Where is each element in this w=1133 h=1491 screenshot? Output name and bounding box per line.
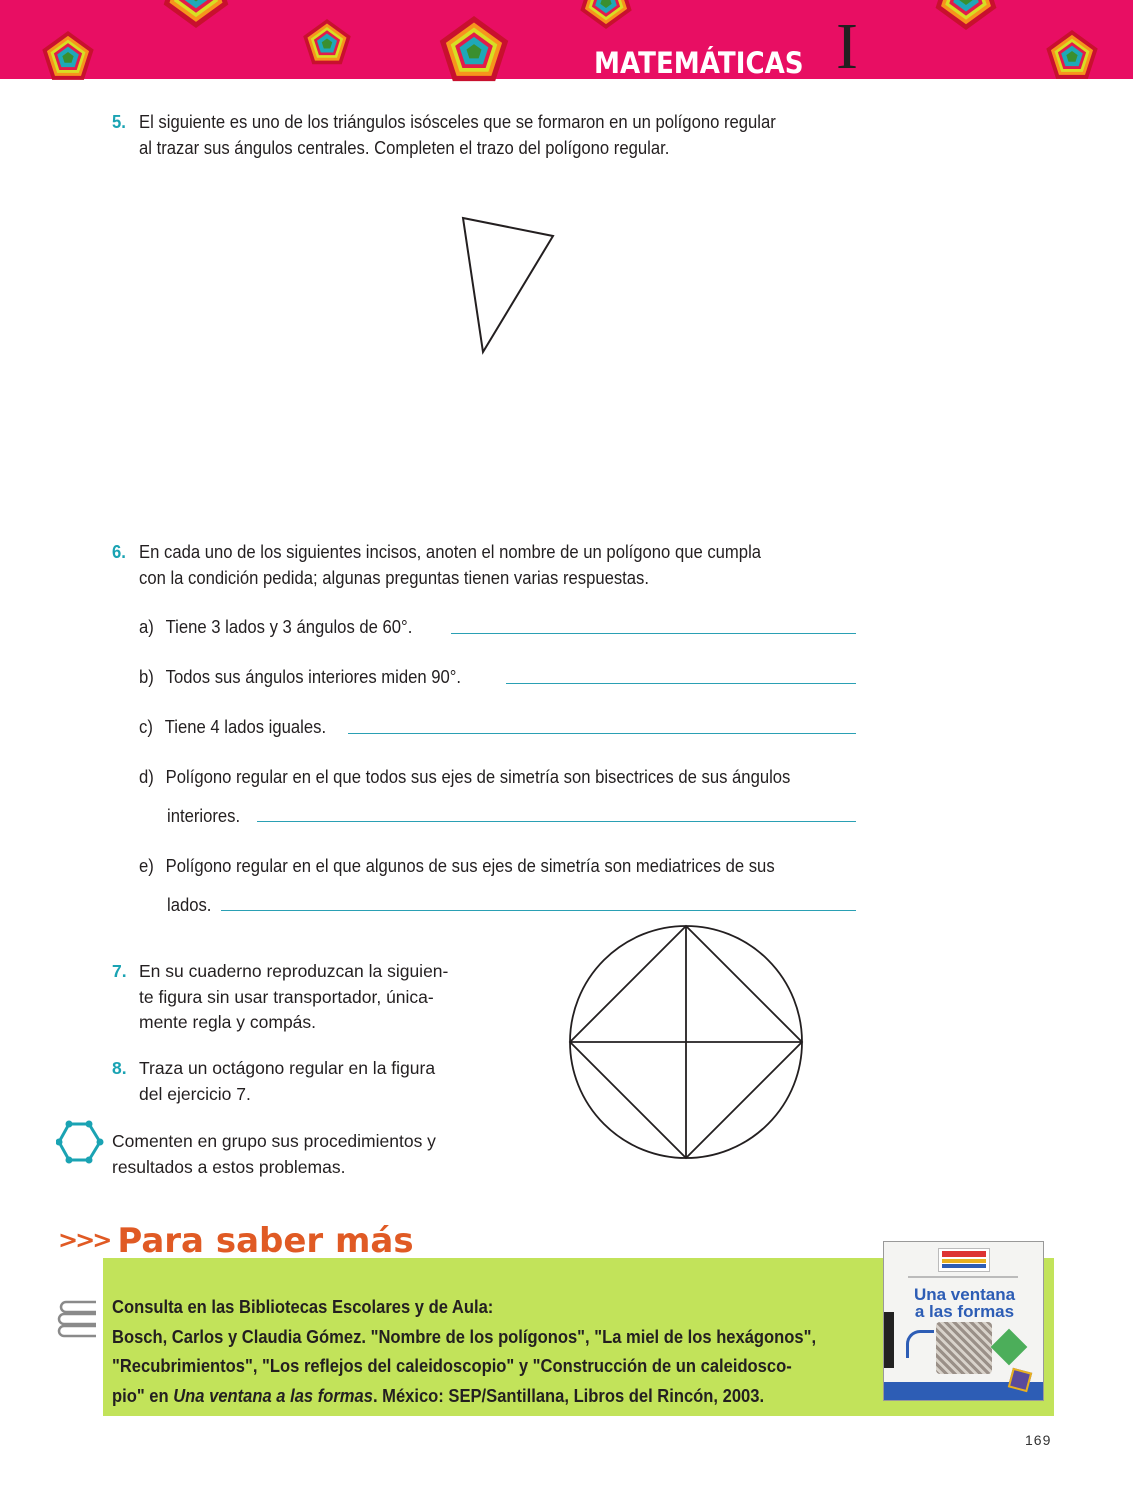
exercise-number: 5.: [112, 111, 126, 132]
page-number: 169: [1025, 1432, 1052, 1448]
group-note: [112, 1129, 436, 1180]
item-e: [139, 853, 775, 879]
author-line: [908, 1276, 1018, 1278]
hexagon-group-icon: [56, 1120, 104, 1164]
exercise-6-line-1: En cada uno de los siguientes incisos, anoten el nombre de un polígono que cumpla: [139, 541, 762, 562]
item-label: a): [139, 616, 154, 637]
answer-line-a[interactable]: [451, 633, 856, 634]
para-saber-mas-title: [58, 1221, 414, 1261]
exercise-number: 8.: [112, 1058, 127, 1078]
item-label: d): [139, 766, 154, 787]
book-title: Una ventana a las formas: [173, 1385, 373, 1406]
isosceles-triangle-figure: [455, 212, 560, 360]
item-text: Tiene 4 lados iguales.: [164, 716, 327, 737]
item-label: b): [139, 666, 154, 687]
exercise-7-line-3: mente regla y compás.: [139, 1012, 317, 1032]
reference-line-4: [112, 1382, 816, 1412]
exercise-number: 7.: [112, 961, 127, 981]
exercise-5-line-2: al trazar sus ángulos centrales. Completen el trazo del polígono regular.: [139, 137, 670, 158]
cover-title-line-1: Una ventana: [913, 1285, 1016, 1304]
exercise-6-line-2: con la condición pedida; algunas preguntas tienen varias respuestas.: [139, 567, 650, 588]
exercise-8-line-1: Traza un octágono regular en la figura: [139, 1058, 436, 1078]
item-text: Todos sus ángulos interiores miden 90°.: [165, 666, 462, 687]
header-title: MATEMÁTICAS: [594, 46, 804, 80]
group-note-line-2: resultados a estos problemas.: [112, 1156, 346, 1177]
exercise-number: 6.: [112, 541, 126, 562]
item-d: [139, 764, 790, 790]
page-header: [0, 0, 1133, 83]
reference-text: [112, 1293, 816, 1411]
book-cover-image: [883, 1241, 1044, 1401]
item-text: Tiene 3 lados y 3 ángulos de 60°.: [165, 616, 413, 637]
item-a: [139, 614, 412, 640]
reference-line-1: Consulta en las Bibliotecas Escolares y de Aula:: [112, 1297, 494, 1317]
exercise-5-line-1: El siguiente es uno de los triángulos isósceles que se formaron en un polígono regular: [139, 111, 776, 132]
item-d-continued: interiores.: [167, 805, 241, 826]
answer-line-c[interactable]: [348, 733, 856, 734]
exercise-8-line-2: del ejercicio 7.: [139, 1083, 251, 1104]
item-text: Polígono regular en el que algunos de sus ejes de simetría son mediatrices de sus: [165, 855, 775, 876]
section-title: Para saber más: [117, 1221, 414, 1261]
reference-line-4-prefix: pio" en: [112, 1385, 174, 1406]
volume-numeral: I: [836, 10, 858, 83]
group-note-line-1: Comenten en grupo sus procedimientos y: [112, 1131, 436, 1151]
answer-line-b[interactable]: [506, 683, 856, 684]
reference-line-2: Bosch, Carlos y Claudia Gómez. "Nombre de los polígonos", "La miel de los hexágonos",: [112, 1326, 817, 1347]
cover-spine-mark: [884, 1312, 894, 1368]
exercise-7-line-2: te figura sin usar transportador, única-: [139, 986, 434, 1007]
books-stack-icon: [56, 1298, 100, 1340]
item-c: [139, 714, 326, 740]
square-in-circle-figure: [566, 922, 808, 1164]
item-label: e): [139, 855, 154, 876]
answer-line-e[interactable]: [221, 910, 856, 911]
reference-line-4-suffix: . México: SEP/Santillana, Libros del Rincón, 2003.: [372, 1385, 765, 1406]
series-logo: [938, 1248, 990, 1272]
book-cover-title: [884, 1286, 1044, 1320]
item-text: Polígono regular en el que todos sus ejes de simetría son bisectrices de sus ángulos: [165, 766, 791, 787]
reference-line-3: "Recubrimientos", "Los reflejos del caleidoscopio" y "Construcción de un caleidosco-: [112, 1356, 792, 1376]
cover-arc: [906, 1330, 934, 1358]
exercise-7-line-1: En su cuaderno reproduzcan la siguien-: [139, 961, 449, 981]
item-b: [139, 664, 461, 690]
item-label: c): [139, 716, 153, 737]
cover-title-line-2: a las formas: [914, 1302, 1015, 1321]
pentagon-decorations: [0, 0, 1133, 90]
cover-illustration: [936, 1322, 992, 1374]
triple-chevron-icon: >>>: [58, 1226, 110, 1254]
item-e-continued: lados.: [167, 894, 212, 915]
answer-line-d[interactable]: [257, 821, 856, 822]
cover-green-tile: [991, 1329, 1028, 1366]
